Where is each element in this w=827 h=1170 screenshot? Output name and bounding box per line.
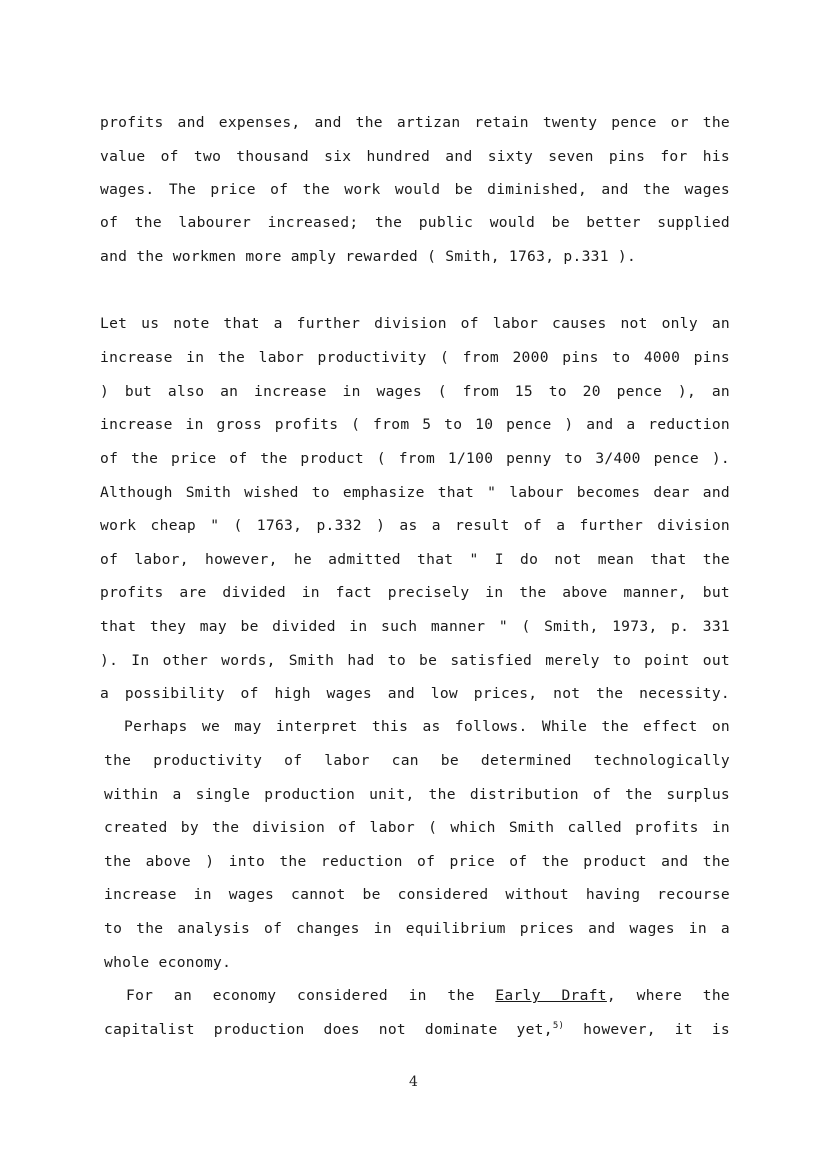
- text-line: ). In other words, Smith had to be satisfied merely to point out: [100, 652, 730, 669]
- text-line: increase in wages cannot be considered without having recourse: [104, 886, 730, 903]
- text-line: work cheap " ( 1763, p.332 ) as a result of a further division: [100, 517, 730, 534]
- text-fragment: , where the: [606, 987, 730, 1004]
- text-fragment: however, it is: [564, 1021, 730, 1038]
- text-line: to the analysis of changes in equilibrium prices and wages in a: [104, 920, 730, 937]
- text-line: within a single production unit, the distribution of the surplus: [104, 786, 730, 803]
- book-title: Early Draft: [495, 987, 607, 1004]
- text-fragment: capitalist production does not dominate yet,: [104, 1021, 553, 1038]
- text-line-footnote: [104, 1021, 730, 1038]
- text-line: a possibility of high wages and low prices, not the necessity.: [100, 685, 730, 702]
- text-line: Perhaps we may interpret this as follows. While the effect on: [124, 718, 730, 735]
- text-line: and the workmen more amply rewarded ( Smith, 1763, p.331 ).: [100, 248, 637, 265]
- footnote-marker: 5): [552, 1021, 565, 1031]
- text-line: Although Smith wished to emphasize that " labour becomes dear and: [100, 484, 730, 501]
- text-line: the productivity of labor can be determined technologically: [104, 752, 730, 769]
- text-line: Let us note that a further division of labor causes not only an: [100, 315, 730, 332]
- text-line: profits are divided in fact precisely in the above manner, but: [100, 584, 730, 601]
- text-line: wages. The price of the work would be diminished, and the wages: [100, 181, 730, 198]
- page-number: 4: [409, 1074, 418, 1090]
- text-line: whole economy.: [104, 954, 232, 971]
- text-line: of labor, however, he admitted that " I do not mean that the: [100, 551, 730, 568]
- text-line: increase in the labor productivity ( from 2000 pins to 4000 pins: [100, 349, 730, 366]
- text-line: profits and expenses, and the artizan retain twenty pence or the: [100, 114, 730, 131]
- text-line: the above ) into the reduction of price of the product and the: [104, 853, 730, 870]
- text-line-early-draft: [126, 987, 730, 1004]
- text-line: of the labourer increased; the public would be better supplied: [100, 214, 730, 231]
- text-line: that they may be divided in such manner " ( Smith, 1973, p. 331: [100, 618, 730, 635]
- text-line: created by the division of labor ( which Smith called profits in: [104, 819, 730, 836]
- text-fragment: For an economy considered in the: [126, 987, 475, 1004]
- text-line: value of two thousand six hundred and sixty seven pins for his: [100, 148, 730, 165]
- text-line: of the price of the product ( from 1/100 penny to 3/400 pence ).: [100, 450, 730, 467]
- text-line: ) but also an increase in wages ( from 15 to 20 pence ), an: [100, 383, 730, 400]
- text-line: increase in gross profits ( from 5 to 10 pence ) and a reduction: [100, 416, 730, 433]
